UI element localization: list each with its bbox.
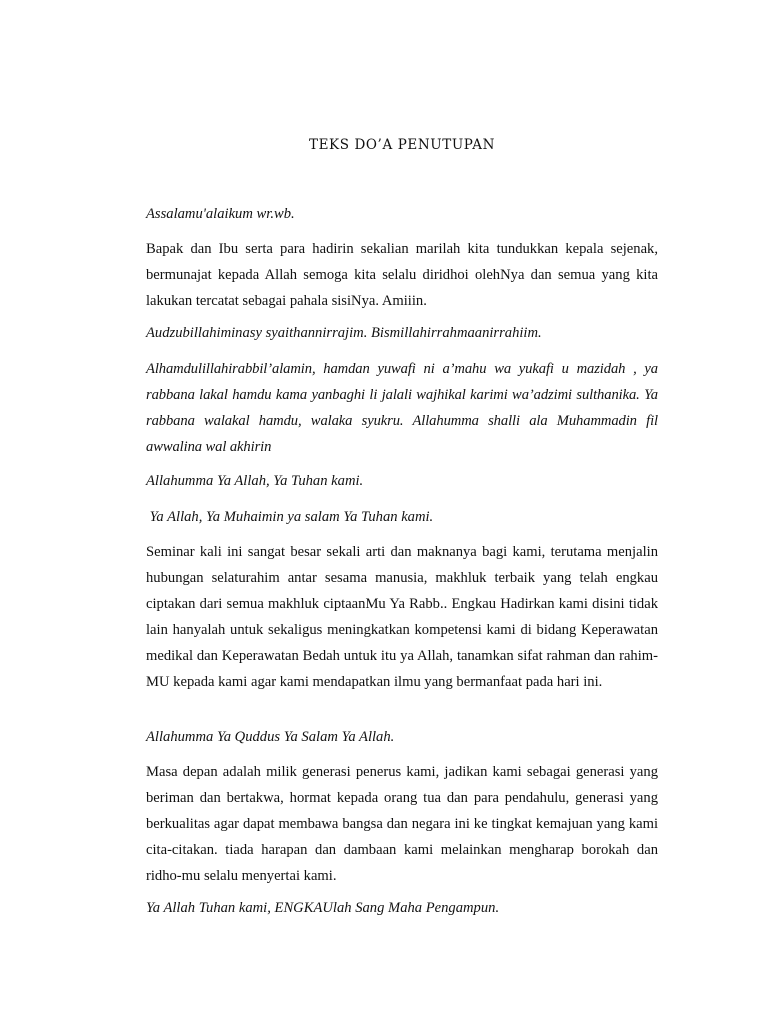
hamdalah-paragraph: Alhamdulillahirabbil’alamin, hamdan yuwafi ni a’mahu wa yukafi u mazidah , ya rabbana lakal hamdu kama yanbaghi li jalali wajhikal karimi wa’adzimi sulthanika. Ya rabbana walakal hamdu, walaka syukru. Allahumma shalli ala Muhammadin fil awwalina wal akhirin — [146, 361, 658, 455]
invocation-3: Allahumma Ya Quddus Ya Salam Ya Allah. — [146, 729, 395, 745]
paragraph-future: Masa depan adalah milik generasi penerus kami, jadikan kami sebagai generasi yang beriman dan bertakwa, hormat kepada orang tua dan para pendahulu, generasi yang berkualitas agar dapat membawa bangsa dan negara ini ke tingkat kemajuan yang kami cita-citakan. tiada harapan dan dambaan kami melainkan mengharap borokah dan ridho-mu selalu menyertai kami. — [146, 764, 658, 884]
paragraph-intro: Bapak dan Ibu serta para hadirin sekalian marilah kita tundukkan kepala sejenak, bermunajat kepada Allah semoga kita selalu diridhoi olehNya dan semua yang kita lakukan tercatat sebagai pahala sisiNya. Amiiin. — [146, 241, 658, 309]
document-title: TEKS DO’A PENUTUPAN — [308, 137, 496, 153]
invocation-2: Ya Allah, Ya Muhaimin ya salam Ya Tuhan kami. — [146, 509, 434, 525]
paragraph-seminar: Seminar kali ini sangat besar sekali arti dan maknanya bagi kami, terutama menjalin hubungan selaturahim antar sesama manusia, makhluk terbaik yang telah engkau ciptakan dari semua makhluk ciptaanMu Ya Rabb.. Engkau Hadirkan kami disini tidak lain hanyalah untuk sekaligus meningkatkan kompetensi kami di bidang Keperawatan medikal dan Keperawatan Bedah untuk itu ya Allah, tanamkan sifat rahman dan rahim-MU kepada kami agar kami mendapatkan ilmu yang bermanfaat pada hari ini. — [146, 544, 658, 690]
invocation-4: Ya Allah Tuhan kami, ENGKAUlah Sang Maha Pengampun. — [146, 900, 500, 916]
taawudz-line: Audzubillahiminasy syaithannirrajim. Bismillahirrahmaanirrahiim. — [146, 325, 542, 341]
invocation-1: Allahumma Ya Allah, Ya Tuhan kami. — [146, 473, 364, 489]
greeting: Assalamu'alaikum wr.wb. — [146, 206, 295, 222]
